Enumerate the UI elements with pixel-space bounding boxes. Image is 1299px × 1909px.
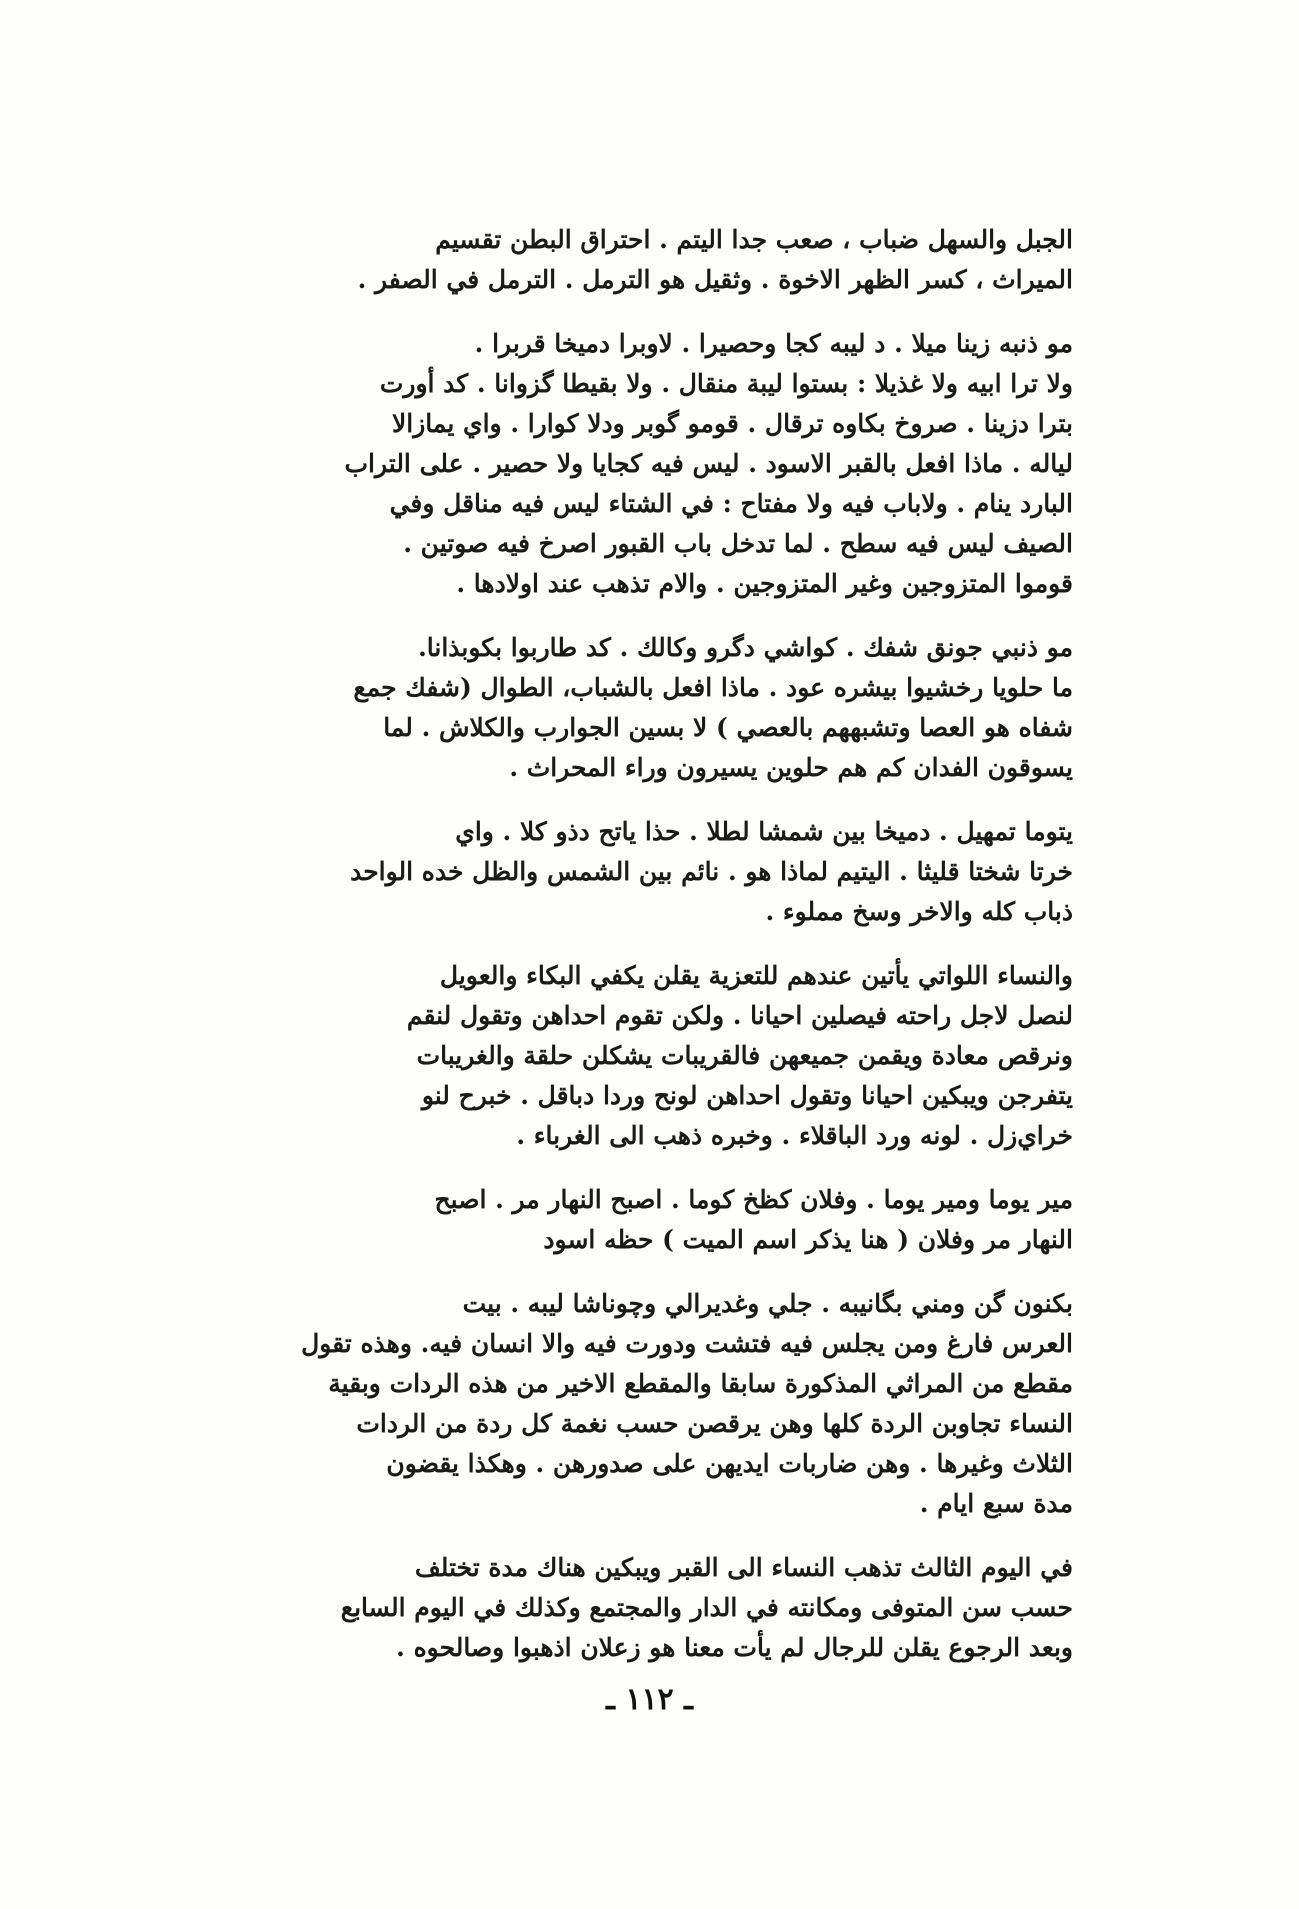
text-line: لنصل لاجل راحته فيصلين احيانا . ولكن تقوم احداهن وتقول لنقم xyxy=(406,1001,1073,1030)
paragraph xyxy=(205,628,1073,788)
text-line: ما حلويا رخشيوا بيشره عود . ماذا افعل بالشباب، الطوال (شفك جمع xyxy=(353,673,1073,702)
text-line: وبعد الرجوع يقلن للرجال لم يأت معنا هو زعلان اذهبوا وصالحوه . xyxy=(396,1633,1073,1662)
text-line: النساء تجاوبن الردة كلها وهن يرقصن حسب نغمة كل ردة من الردات xyxy=(356,1409,1073,1438)
paragraph xyxy=(205,1548,1073,1668)
text-line: مو ذنبي جونق شفك . كواشي دگرو وكالك . كد طاربوا بكوبذانا. xyxy=(418,633,1073,662)
text-line: خراي‌زل . لونه ورد الباقلاء . وخبره ذهب الى الغرباء . xyxy=(516,1121,1073,1150)
text-line: مدة سبع ايام . xyxy=(919,1489,1073,1518)
text-line: في اليوم الثالث تذهب النساء الى القبر ويبكين هناك مدة تختلف xyxy=(414,1553,1073,1582)
text-line: بترا دزينا . صروخ بكاوه ترقال . قومو گوبر ودلا كوارا . واي يمازالا xyxy=(392,409,1073,438)
text-line: قوموا المتزوجين وغير المتزوجين . والام تذهب عند اولادها . xyxy=(456,569,1073,598)
text-line: شفاه هو العصا وتشبههم بالعصي ) لا بسين الجوارب والكلاش . لما xyxy=(383,713,1073,742)
text-line: خرتا شختا قليثا . اليتيم لماذا هو . نائم بين الشمس والظل خده الواحد xyxy=(350,857,1073,886)
text-line: النهار مر وفلان ( هنا يذكر اسم الميت ) حظه اسود xyxy=(543,1225,1073,1254)
text-line: ذباب كله والاخر وسخ مملوء . xyxy=(765,897,1073,926)
page-number: ـ ١١٢ ـ xyxy=(606,1682,693,1717)
text-line: يتفرجن ويبكين احيانا وتقول احداهن لونح وردا دباقل . خبرح لنو xyxy=(421,1081,1073,1110)
paragraph xyxy=(205,220,1073,300)
text-line: حسب سن المتوفى ومكانته في الدار والمجتمع وكذلك في اليوم السابع xyxy=(340,1593,1073,1622)
paragraph xyxy=(205,812,1073,932)
paragraph xyxy=(205,956,1073,1156)
text-line: العرس فارغ ومن يجلس فيه فتشت ودورت فيه والا انسان فيه. وهذه تقول xyxy=(301,1329,1073,1358)
text-line: ولا ترا ابيه ولا غذيلا : بستوا ليبة منقال . ولا بقيطا گزوانا . كد أورت xyxy=(379,369,1073,398)
text-line: يسوقون الفدان كم هم حلوين يسيرون وراء المحراث . xyxy=(509,753,1073,782)
paragraph xyxy=(205,324,1073,604)
text-line: يتوما تمهيل . دميخا بين شمشا لطلا . حذا ياتح دذو كلا . واي xyxy=(455,817,1073,846)
body-text xyxy=(205,220,1073,1692)
text-line: الجبل والسهل ضباب ، صعب جدا اليتم . احتراق البطن تقسيم xyxy=(435,225,1073,254)
text-line: لياله . ماذا افعل بالقبر الاسود . ليس فيه كجايا ولا حصير . على التراب xyxy=(344,449,1073,478)
text-line: ونرقص معادة ويقمن جميعهن فالقريبات يشكلن حلقة والغريبات xyxy=(416,1041,1073,1070)
text-line: مقطع من المراثي المذكورة سابقا والمقطع الاخير من هذه الردات وبقية xyxy=(328,1369,1073,1398)
text-line: الثلاث وغيرها . وهن ضاربات ايديهن على صدورهن . وهكذا يقضون xyxy=(386,1449,1073,1478)
text-line: الصيف ليس فيه سطح . لما تدخل باب القبور اصرخ فيه صوتين . xyxy=(403,529,1073,558)
text-line: البارد ينام . ولاباب فيه ولا مفتاح : في الشتاء ليس فيه مناقل وفي xyxy=(389,489,1073,518)
text-line: مو ذنبه زينا ميلا . د ليبه كجا وحصيرا . لاوبرا دميخا قربرا . xyxy=(474,329,1073,358)
text-line: الميراث ، كسر الظهر الاخوة . وثقيل هو الترمل . الترمل في الصفر . xyxy=(357,265,1073,294)
paragraph xyxy=(205,1284,1073,1524)
paragraph xyxy=(205,1180,1073,1260)
text-line: مير يوما ومير يوما . وفلان كظخ كوما . اصبح النهار مر . اصبح xyxy=(434,1185,1073,1214)
text-line: بكنون گن ومني بگانيبه . جلي وغديرالي وچوناشا ليبه . بيت xyxy=(462,1289,1073,1318)
text-line: والنساء اللواتي يأتين عندهم للتعزية يقلن يكفي البكاء والعويل xyxy=(439,961,1073,990)
